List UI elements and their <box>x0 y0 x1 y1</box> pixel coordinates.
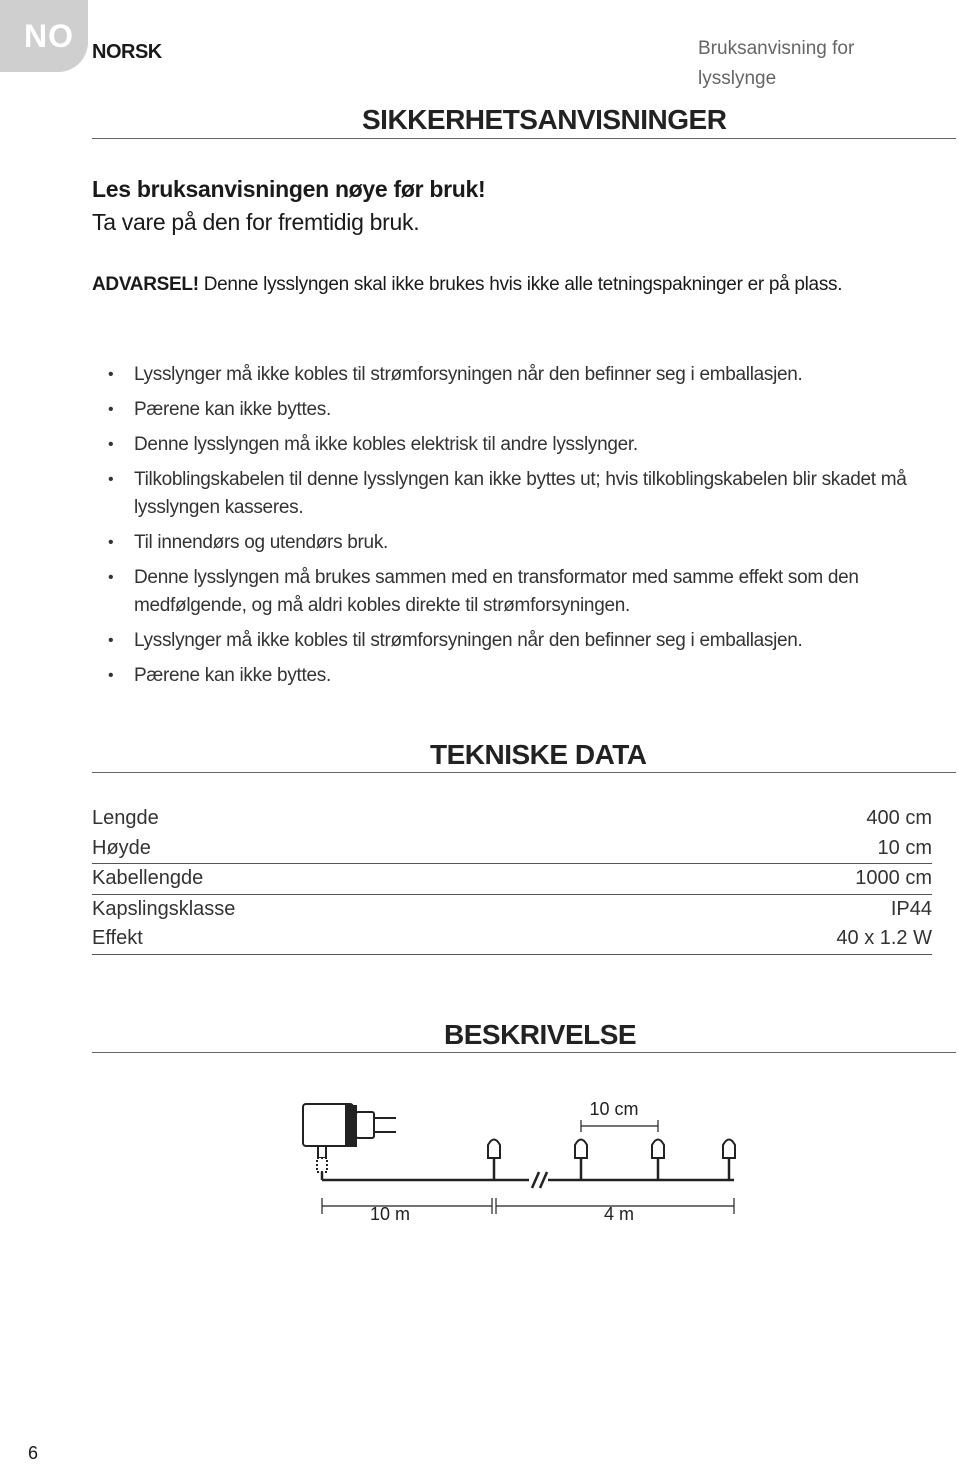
cable-length-label: 10 m <box>369 1204 411 1224</box>
safety-bullet-list <box>108 361 958 697</box>
bullet-icon: • <box>108 471 114 488</box>
tech-data-table <box>92 804 932 955</box>
warning-label: ADVARSEL! <box>92 274 199 295</box>
document-title-line2: lysslynge <box>698 68 777 89</box>
tech-label: Kapslingsklasse <box>92 897 236 920</box>
language-name: NORSK <box>92 41 162 63</box>
tech-label: Kabellengde <box>92 867 204 889</box>
light-string-diagram <box>296 1090 746 1240</box>
intro-bold: Les bruksanvisningen nøye før bruk! <box>92 176 486 202</box>
intro-normal: Ta vare på den for fremtidig bruk. <box>92 209 420 235</box>
tech-label: Lengde <box>92 807 159 829</box>
tech-label: Høyde <box>92 836 151 859</box>
tech-value: 1000 cm <box>855 867 932 889</box>
table-row <box>92 834 932 865</box>
dimension-lines <box>322 1120 734 1214</box>
tech-value: 40 x 1.2 W <box>836 927 932 949</box>
document-title-line1: Bruksanvisning for <box>698 38 855 59</box>
list-item: • Pærene kan ikke byttes. <box>108 396 958 424</box>
safety-heading: SIKKERHETSANVISNINGER <box>362 104 727 135</box>
bullet-icon: • <box>108 534 114 551</box>
description-heading: BESKRIVELSE <box>444 1019 637 1050</box>
tech-label: Effekt <box>92 927 143 949</box>
list-item: • Pærene kan ikke byttes. <box>108 662 958 690</box>
tech-value: 400 cm <box>866 807 932 829</box>
transformer-icon <box>303 1104 396 1172</box>
table-row <box>92 864 932 895</box>
tech-value: IP44 <box>890 897 932 920</box>
cut-mark-icon <box>532 1172 547 1188</box>
spacing-label: 10 cm <box>589 1099 639 1119</box>
table-row <box>92 804 932 834</box>
page-number: 6 <box>28 1443 39 1463</box>
bulb-icons <box>488 1140 735 1159</box>
warning-text: Denne lysslyngen skal ikke brukes hvis ikke alle tetningspakninger er på plass. <box>198 274 843 295</box>
safety-divider <box>92 138 956 139</box>
table-row <box>92 924 932 955</box>
list-item: • Denne lysslyngen må brukes sammen med en transformator med samme effekt som den medfølgende, og må aldri kobles direkte til strømforsyningen. <box>108 564 958 620</box>
list-item: • Denne lysslyngen må ikke kobles elektrisk til andre lysslynger. <box>108 431 958 459</box>
warning-paragraph <box>92 274 842 296</box>
cable-line <box>322 1158 734 1180</box>
table-row <box>92 895 932 925</box>
list-item: • Tilkoblingskabelen til denne lysslyngen kan ikke byttes ut; hvis tilkoblingskabelen blir skadet må lysslyngen kasseres. <box>108 466 958 522</box>
bullet-icon: • <box>108 569 114 586</box>
list-item: • Til innendørs og utendørs bruk. <box>108 529 958 557</box>
tech-heading: TEKNISKE DATA <box>430 739 647 770</box>
document-title <box>698 34 898 94</box>
bullet-icon: • <box>108 401 114 418</box>
description-divider <box>92 1052 956 1053</box>
bullet-icon: • <box>108 436 114 453</box>
string-length-label: 4 m <box>603 1204 635 1224</box>
bullet-icon: • <box>108 667 114 684</box>
bullet-icon: • <box>108 632 114 649</box>
list-item: • Lysslynger må ikke kobles til strømforsyningen når den befinner seg i emballasjen. <box>108 627 958 655</box>
tech-value: 10 cm <box>877 836 932 859</box>
list-item: • Lysslynger må ikke kobles til strømforsyningen når den befinner seg i emballasjen. <box>108 361 958 389</box>
language-tab: NO <box>0 0 88 72</box>
bullet-icon: • <box>108 366 114 383</box>
tech-divider <box>92 772 956 773</box>
